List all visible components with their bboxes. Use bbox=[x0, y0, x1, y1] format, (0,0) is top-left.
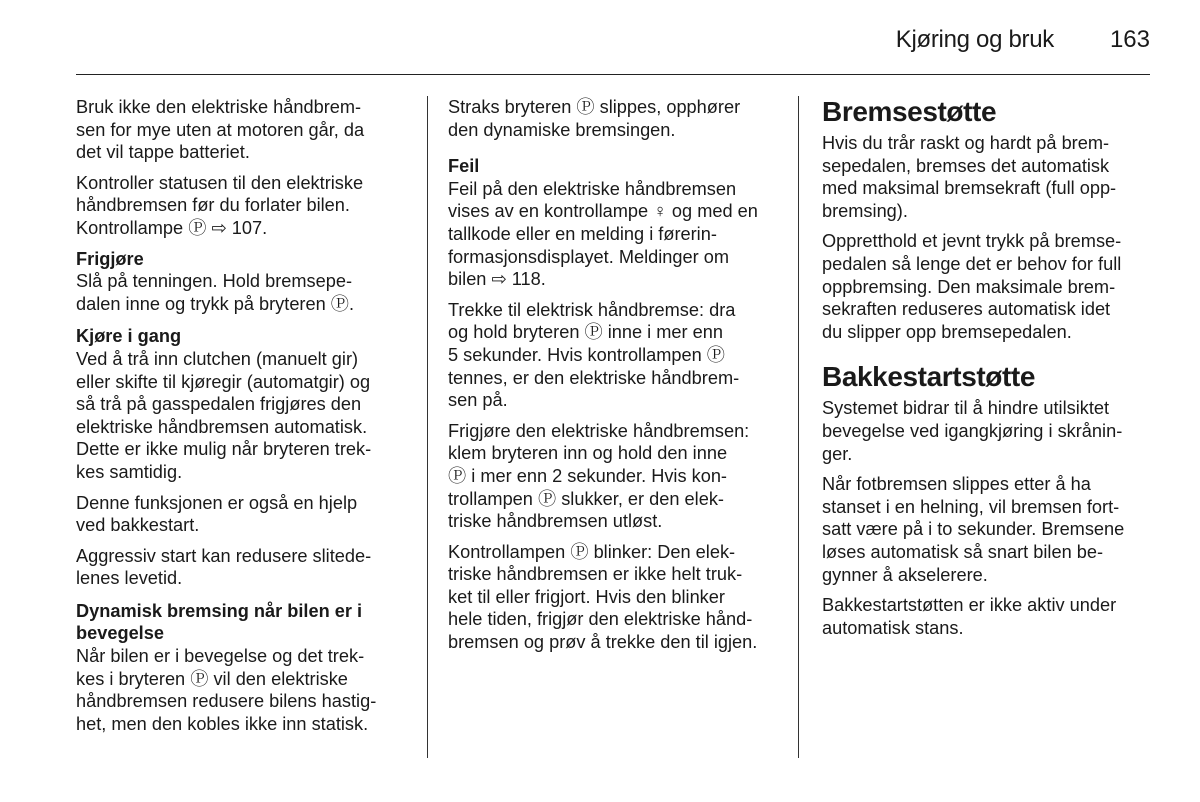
paragraph: Trekke til elektrisk håndbremse: dra og hold bryteren Ⓟ inne i mer enn 5 sekunder. Hvis kontrollampen Ⓟ tennes, er den elektriske håndbrem- sen på. bbox=[448, 299, 740, 411]
column-divider-1 bbox=[427, 96, 428, 758]
header-rule bbox=[76, 74, 1150, 75]
paragraph: Frigjøre den elektriske håndbremsen: klem bryteren inn og hold den inne Ⓟ i mer enn 2 sekunder. Hvis kon- trollampen Ⓟ slukker, er den elek- triske håndbremsen utløst. bbox=[448, 420, 750, 532]
paragraph: Kontroller statusen til den elektriske håndbremsen før du forlater bilen. Kontrollampe Ⓟ ⇨ 107. bbox=[76, 172, 364, 238]
paragraph: Aggressiv start kan redusere slitede- lenes levetid. bbox=[76, 545, 372, 589]
column-divider-2 bbox=[798, 96, 799, 758]
paragraph: Feil på den elektriske håndbremsen vises av en kontrollampe ♀ og med en tallkode eller en melding i førerin- formasjonsdisplayet. Meldinger om bilen ⇨ 118. bbox=[448, 178, 758, 290]
paragraph: Bakkestartstøtten er ikke aktiv under automatisk stans. bbox=[822, 595, 1117, 638]
chapter-title: Kjøring og bruk bbox=[895, 26, 1054, 53]
paragraph: Hvis du trår raskt og hardt på brem- sepedalen, bremses det automatisk med maksimal bremsekraft (full opp- bremsing). bbox=[822, 133, 1117, 221]
page-number: 163 bbox=[1109, 26, 1150, 53]
paragraph: Når fotbremsen slippes etter å ha stanset i en helning, vil bremsen fort- satt være på i to sekunder. Bremsene løses automatisk så snart bilen be- gynner å akselerere. bbox=[822, 474, 1125, 585]
paragraph: Kontrollampen Ⓟ blinker: Den elek- triske håndbremsen er ikke helt truk- ket til eller frigjort. Hvis den blinker hele tiden, frigjør den elektriske hånd- bremsen og prøv å trekke den til igjen. bbox=[448, 541, 758, 653]
paragraph: Systemet bidrar til å hindre utilsiktet bevegelse ved igangkjøring i skrånin- ger. bbox=[822, 398, 1123, 464]
paragraph: Oppretthold et jevnt trykk på bremse- pedalen så lenge det er behov for full oppbremsing. Den maksimale brem- sekraften reduseres automatisk idet du slipper opp bremsepedalen. bbox=[822, 231, 1122, 342]
heading-frigjore: Frigjøre bbox=[76, 248, 144, 269]
heading-kjore-i-gang: Kjøre i gang bbox=[76, 326, 182, 347]
heading-bremsestotte: Bremsestøtte bbox=[822, 96, 997, 127]
heading-dynamisk-bremsing: Dynamisk bremsing når bilen er i bevegelse bbox=[76, 600, 363, 644]
paragraph: Straks bryteren Ⓟ slippes, opphører den dynamiske bremsingen. bbox=[448, 97, 741, 140]
paragraph: Når bilen er i bevegelse og det trek- kes i bryteren Ⓟ vil den elektriske håndbremsen redusere bilens hastig- het, men den kobles ikke inn statisk. bbox=[76, 646, 377, 734]
heading-bakkestartstotte: Bakkestartstøtte bbox=[822, 361, 1036, 393]
paragraph: Bruk ikke den elektriske håndbrem- sen for mye uten at motoren går, da det vil tappe batteriet. bbox=[76, 97, 365, 163]
column-1 bbox=[76, 96, 414, 743]
heading-feil: Feil bbox=[448, 156, 480, 177]
paragraph: Ved å trå inn clutchen (manuelt gir) eller skifte til kjøregir (automatgir) og så trå på gasspedalen frigjøres den elektriske håndbremsen automatisk. Dette er ikke mulig når bryteren trek- kes samtidig. bbox=[76, 348, 372, 482]
paragraph: Denne funksjonen er også en hjelp ved bakkestart. bbox=[76, 492, 358, 536]
paragraph: Slå på tenningen. Hold bremsepe- dalen inne og trykk på bryteren Ⓟ. bbox=[76, 271, 355, 314]
page-header bbox=[0, 22, 1200, 56]
column-2 bbox=[448, 96, 784, 662]
column-3 bbox=[822, 96, 1156, 647]
